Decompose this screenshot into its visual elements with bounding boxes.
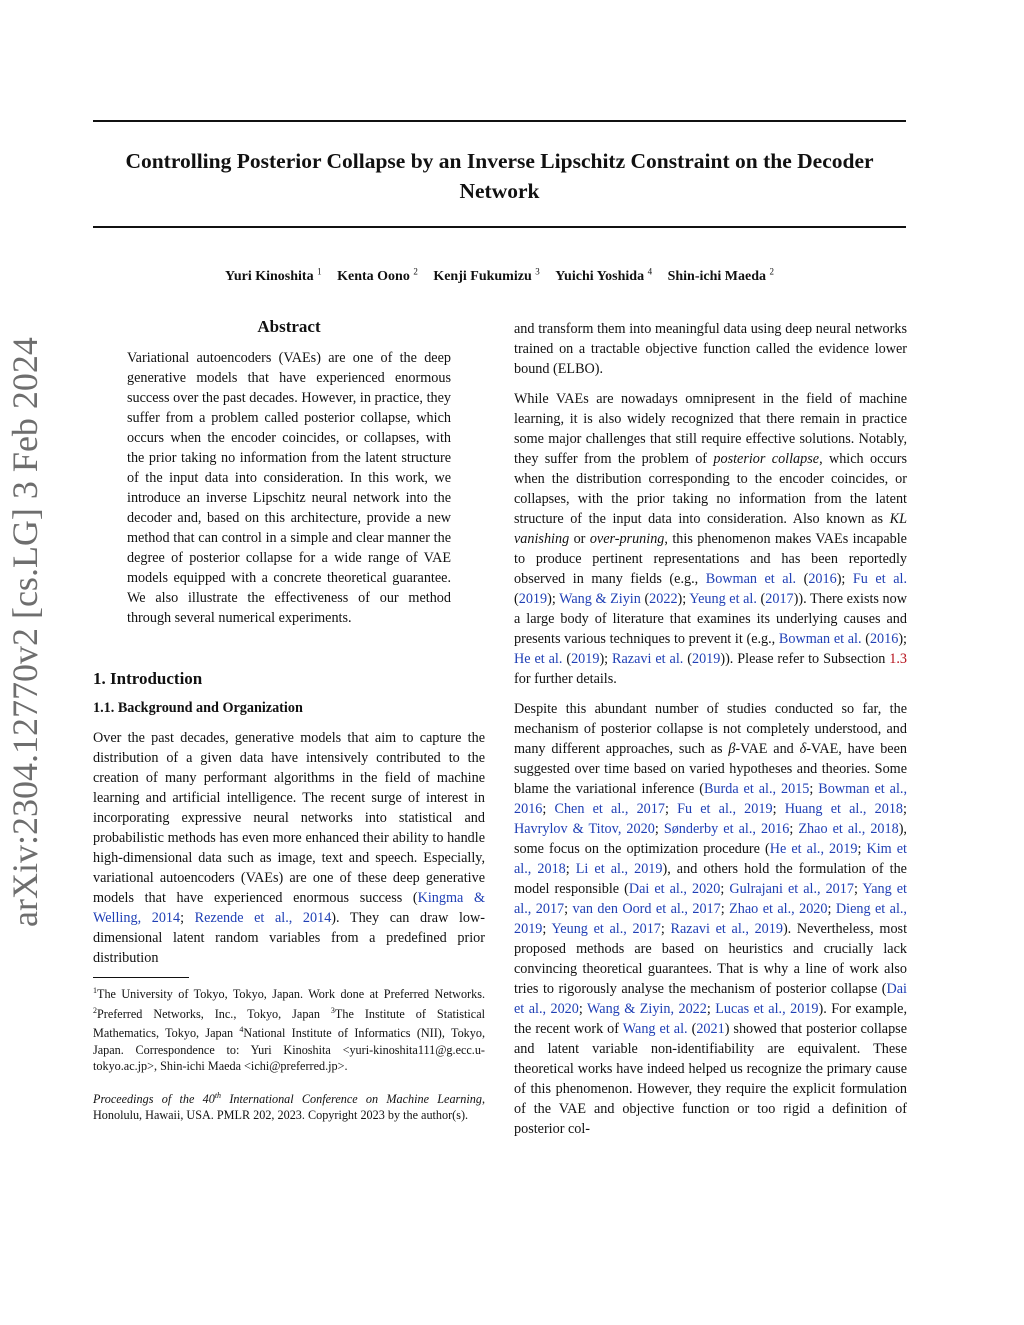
emphasis-text: posterior collapse	[713, 451, 820, 467]
citation-link[interactable]: Kingma & Welling, 2014	[93, 890, 485, 926]
section-reference-link[interactable]: 1.3	[889, 651, 907, 667]
body-text: ;	[903, 801, 907, 817]
body-text: ;	[789, 821, 799, 837]
body-text: );	[599, 651, 613, 667]
emphasis-text: over-pruning	[589, 531, 665, 547]
body-text: (	[861, 631, 870, 647]
body-text: ) showed that posterior collapse and latent variable non-identifiability are equivalent. These theoretical works have indeed helped us recognize the primary cause of this phenomenon. However, they require the explicit formulation of the VAE and objective function or too rigid a definition of posterior col-	[514, 1021, 907, 1137]
citation-link[interactable]: Zhao et al., 2018	[798, 821, 899, 837]
citation-link[interactable]: Dai et al., 2020	[514, 981, 907, 1017]
emphasis-text: KL vanishing	[514, 511, 907, 547]
body-text: (	[640, 591, 650, 607]
right-column	[514, 319, 907, 1149]
author: Yuri Kinoshita $^1$	[225, 266, 322, 284]
body-text: ;	[827, 901, 836, 917]
author: Shin-ichi Maeda $^2$	[667, 266, 774, 284]
citation-link[interactable]: Bowman et al.	[778, 631, 862, 647]
author: Yuichi Yoshida $^4$	[555, 266, 653, 284]
citation-link[interactable]: Huang et al., 2018	[784, 801, 904, 817]
citation-link[interactable]: Bowman et al.	[705, 571, 797, 587]
citation-link[interactable]: Burda et al., 2015	[703, 781, 810, 797]
citation-link[interactable]: Dai et al., 2020	[628, 881, 721, 897]
body-text: While VAEs are nowadays omnipresent in the field of machine learning, it is also widely recognized that there remain in practice some major challenges that still require effective solutions. Notably, they suffer from the problem of	[514, 391, 907, 467]
body-text: ;	[853, 881, 863, 897]
citation-link[interactable]: Havrylov & Titov, 2020	[514, 821, 655, 837]
body-text: );	[677, 591, 690, 607]
citation-link[interactable]: Rezende et al., 2014	[194, 910, 332, 926]
body-text: for further details.	[514, 671, 617, 687]
body-text: ;	[578, 1001, 588, 1017]
body-text: ;	[565, 861, 576, 877]
citation-link[interactable]: Bowman et al., 2016	[514, 781, 907, 817]
body-text: ;	[542, 921, 552, 937]
body-text: Despite this abundant number of studies conducted so far, the mechanism of posterior collapse is not completely understood, and many different approaches, such as	[514, 701, 907, 757]
body-text: (	[514, 591, 519, 607]
citation-link[interactable]: Wang & Ziyin, 2022	[587, 1001, 707, 1017]
body-text: ;	[720, 881, 730, 897]
proceedings-note: Proceedings of the 40th International Conference on Machine Learning, Honolulu, Hawaii, USA. PMLR 202, 2023. Copyright 2023 by the author(s).	[93, 1090, 485, 1123]
body-text: ;	[660, 921, 671, 937]
citation-link[interactable]: Sønderby et al., 2016	[663, 821, 790, 837]
body-text: ;	[706, 1001, 716, 1017]
citation-link[interactable]: 2016	[808, 571, 837, 587]
body-text: , this phenomenon makes VAEs incapable to produce pertinent representations and has been reportedly observed in many fields (e.g.,	[514, 531, 907, 587]
body-text: ;	[664, 801, 678, 817]
emphasis-text: β	[728, 741, 736, 757]
body-text: or	[569, 531, 590, 547]
citation-link[interactable]: 2021	[696, 1021, 725, 1037]
author: Kenta Oono $^2$	[337, 266, 418, 284]
citation-link[interactable]: 2017	[765, 591, 794, 607]
citation-link[interactable]: Gulrajani et al., 2017	[729, 881, 854, 897]
arxiv-identifier[interactable]: arXiv:2304.12770v2 [cs.LG] 3 Feb 2024	[5, 337, 45, 927]
body-text: ;	[542, 801, 555, 817]
body-text: ), some focus on the optimization procedure (	[514, 821, 907, 857]
citation-link[interactable]: 2019	[518, 591, 548, 607]
body-text: ;	[809, 781, 819, 797]
section-heading: 1. Introduction	[93, 669, 203, 688]
citation-link[interactable]: Wang & Ziyin	[559, 591, 641, 607]
citation-link[interactable]: 2016	[869, 631, 899, 647]
prior-work-paragraph	[514, 699, 907, 1139]
body-text: ), and others hold the formulation of the model responsible (	[514, 861, 907, 897]
abstract-heading: Abstract	[257, 317, 321, 336]
title-rule-bottom	[93, 226, 906, 228]
citation-link[interactable]: 2019	[571, 651, 600, 667]
body-text: )). Please refer to Subsection	[720, 651, 890, 667]
citation-link[interactable]: Lucas et al., 2019	[715, 1001, 819, 1017]
body-text: (	[562, 651, 572, 667]
body-text: )). There exists now a large body of literature that examines its underlying causes and presents various techniques to prevent it (e.g.,	[514, 591, 907, 647]
citation-link[interactable]: Fu et al.	[852, 571, 907, 587]
body-text: ). For example, the recent work of	[514, 1001, 907, 1037]
citation-link[interactable]: Yeung et al., 2017	[551, 921, 661, 937]
subsection-heading: 1.1. Background and Organization	[93, 700, 303, 716]
left-column	[93, 316, 485, 1124]
citation-link[interactable]: 2022	[649, 591, 678, 607]
citation-link[interactable]: Chen et al., 2017	[554, 801, 665, 817]
emphasis-text: δ	[799, 741, 807, 757]
body-text: );	[898, 631, 907, 647]
citation-link[interactable]: van den Oord et al., 2017	[572, 901, 721, 917]
citation-link[interactable]: Zhao et al., 2020	[729, 901, 828, 917]
body-text: ;	[564, 901, 573, 917]
body-text: (	[756, 591, 766, 607]
body-text: -VAE and	[735, 741, 800, 757]
citation-link[interactable]: He et al.	[514, 651, 563, 667]
citation-link[interactable]: Dieng et al., 2019	[514, 901, 907, 937]
abstract-text: Variational autoencoders (VAEs) are one of the deep generative models that have experienced enormous success over the past decades. However, in practice, they suffer from a problem called posterior collapse, which occurs when the encoder coincides, or collapses, with the prior taking no information from the latent structure of the input data into consideration. In this work, we introduce an inverse Lipschitz neural network into the decoder and, based on this architecture, provide a new method that can control in a simple and clear manner the degree of posterior collapse for a wide range of VAE models equipped with a concrete theoretical guarantee. We also illustrate the effectiveness of our method through several numerical experiments.	[127, 350, 451, 626]
body-text: (	[796, 571, 809, 587]
citation-link[interactable]: Fu et al., 2019	[677, 801, 773, 817]
citation-link[interactable]: 2019	[691, 651, 721, 667]
body-text: );	[547, 591, 560, 607]
body-text: -VAE, have been suggested over time based on varied hypotheses and theories. Some blame the variational inference (	[514, 741, 907, 797]
paper-title: Controlling Posterior Collapse by an Inverse Lipschitz Constraint on the Decoder Network	[125, 149, 874, 203]
footnote-rule	[93, 977, 189, 978]
intro-paragraph-continued: and transform them into meaningful data using deep neural networks trained on a tractable objective function called the evidence lower bound (ELBO).	[514, 321, 907, 377]
body-text: ;	[654, 821, 664, 837]
intro-paragraph: Over the past decades, generative models that aim to capture the distribution of a given data have intensively contributed to the creation of many performant algorithms in the field of machine learning and artificial intelligence. The recent surge of interest in incorporating expressive neural networks into statistical and probabilistic methods has even more enhanced their ability to handle high-dimensional data such as image, text and speech. Especially, variational autoencoders (VAEs) are one of these deep generative models that have experienced enormous success (Kingma & Welling, 2014; Rezende et al., 2014). They can draw low-dimensional latent random variables from a predefined prior distribution	[93, 730, 485, 966]
citation-link[interactable]: Kim et al., 2018	[514, 841, 907, 877]
body-text: (	[683, 651, 692, 667]
body-text: ;	[720, 901, 730, 917]
citation-link[interactable]: He et al., 2019	[769, 841, 858, 857]
body-text: ;	[772, 801, 785, 817]
body-text: , which occurs when the distribution corresponding to the encoder coincides, or collapses, with the prior taking no information from the latent structure of the input data into consideration. Also known as	[514, 451, 908, 527]
citation-link[interactable]: Yang et al., 2017	[514, 881, 907, 917]
author: Kenji Fukumizu $^3$	[433, 266, 540, 284]
posterior-collapse-paragraph	[514, 389, 907, 689]
body-text: );	[836, 571, 853, 587]
body-text: ;	[857, 841, 867, 857]
citation-link[interactable]: Razavi et al., 2019	[670, 921, 783, 937]
body-text: ). Nevertheless, most proposed methods are based on heuristics and crucially lack convincing theoretical guarantees. That is why a line of work also tries to rigorously analyse the mechanism of posterior collapse (	[514, 921, 908, 997]
author-list	[93, 262, 906, 286]
citation-link[interactable]: Li et al., 2019	[575, 861, 663, 877]
citation-link[interactable]: Yeung et al.	[689, 591, 757, 607]
citation-link[interactable]: Wang et al.	[622, 1021, 688, 1037]
affiliation-footnote: $^1$The University of Tokyo, Tokyo, Japan. Work done at Preferred Networks. $^2$Preferred Networks, Inc., Tokyo, Japan $^3$The Institute of Statistical Mathematics, Tokyo, Japan $^4$National Institute of Informatics (NII), Tokyo, Japan. Correspondence to: Yuri Kinoshita <yuri-kinoshita111@g.ecc.u-tokyo.ac.jp>, Shin-ichi Maeda <ichi@preferred.jp>.	[93, 986, 486, 1074]
title-rule-top	[93, 120, 906, 122]
citation-link[interactable]: Razavi et al.	[612, 651, 684, 667]
body-text: (	[687, 1021, 697, 1037]
